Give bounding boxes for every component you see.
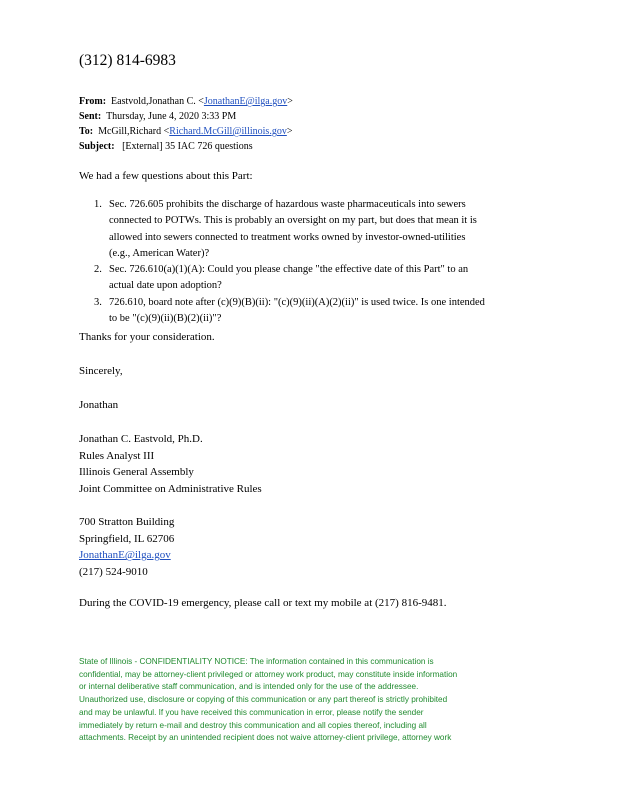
to-close: > [286,126,293,137]
covid-note: During the COVID-19 emergency, please call or text my mobile at (217) 816-9481. [79,597,447,609]
subject-line [79,139,253,154]
list-line: allowed into sewers connected to treatment works owned by investor-owned-utilities [109,231,466,243]
from-close: > [287,96,293,107]
top-phone-number: (312) 814-6983 [79,52,176,69]
to-label: To: [79,126,94,137]
from-email-link[interactable]: JonathanE@ilga.gov [203,96,288,107]
list-line: to be "(c)(9)(ii)(B)(2)(ii)"? [109,313,222,325]
from-line [79,94,293,109]
questions-list [94,197,539,327]
confidentiality-line: or internal deliberative staff communication, and is intended only for the use of the addressee. [79,682,419,692]
from-name: Eastvold,Jonathan C. < [111,96,204,107]
list-line: connected to POTWs. This is probably an oversight on my part, but does that mean it is [109,215,477,227]
confidentiality-notice [79,656,539,745]
subject-value: [External] 35 IAC 726 questions [122,141,253,152]
address-line-2: Springfield, IL 62706 [79,532,175,545]
list-line: Sec. 726.605 prohibits the discharge of hazardous waste pharmaceuticals into sewers [109,199,466,210]
list-line: 726.610, board note after (c)(9)(B)(ii): "(c)(9)(ii)(A)(2)(ii)" is used twice. Is one intended [109,296,485,308]
signature-name: Jonathan C. Eastvold, Ph.D. [79,433,203,445]
intro-text: We had a few questions about this Part: [79,170,253,182]
from-label: From: [79,96,107,107]
to-email-link[interactable]: Richard.McGill@illinois.gov [169,126,287,137]
confidentiality-line: Unauthorized use, disclosure or copying of this communication or any part thereof is strictly prohibited [79,695,448,705]
sent-value: Thursday, June 4, 2020 3:33 PM [106,111,237,122]
signature-committee: Joint Committee on Administrative Rules [79,482,262,495]
address-line-1: 700 Stratton Building [79,516,175,528]
closing-text: Sincerely, [79,365,123,377]
signature-phone: (217) 524-9010 [79,565,148,578]
signature-title: Rules Analyst III [79,449,155,462]
confidentiality-line: attachments. Receipt by an unintended recipient does not waive attorney-client privilege, attorney work [79,733,452,743]
to-name: McGill,Richard < [98,126,170,137]
list-line: actual date upon adoption? [109,280,222,292]
signature-email-link[interactable]: JonathanE@ilga.gov [79,549,171,562]
list-line: (e.g., American Water)? [109,247,210,259]
list-number: 1. [94,199,102,210]
to-line [79,124,292,139]
list-item [94,295,539,328]
signature-org: Illinois General Assembly [79,466,194,479]
first-name: Jonathan [79,399,119,411]
confidentiality-line: confidential, may be attorney-client privileged or attorney work product, may constitute inside information [79,669,458,679]
confidentiality-line: immediately by return e-mail and destroy this communication and all copies thereof, including all [79,720,427,730]
list-number: 2. [94,264,102,276]
signature-block [79,431,262,497]
confidentiality-line: State of Illinois - CONFIDENTIALITY NOTICE: The information contained in this communication is [79,657,434,666]
confidentiality-line: and may be unlawful. If you have received this communication in error, please notify the sender [79,707,424,717]
list-item [94,262,539,295]
list-item [94,197,539,262]
sent-label: Sent: [79,111,102,122]
list-line: Sec. 726.610(a)(1)(A): Could you please change "the effective date of this Part" to an [109,264,469,276]
subject-label: Subject: [79,141,115,152]
list-number: 3. [94,296,102,308]
sent-line [79,109,236,124]
thanks-text: Thanks for your consideration. [79,331,215,343]
contact-block [79,514,174,580]
